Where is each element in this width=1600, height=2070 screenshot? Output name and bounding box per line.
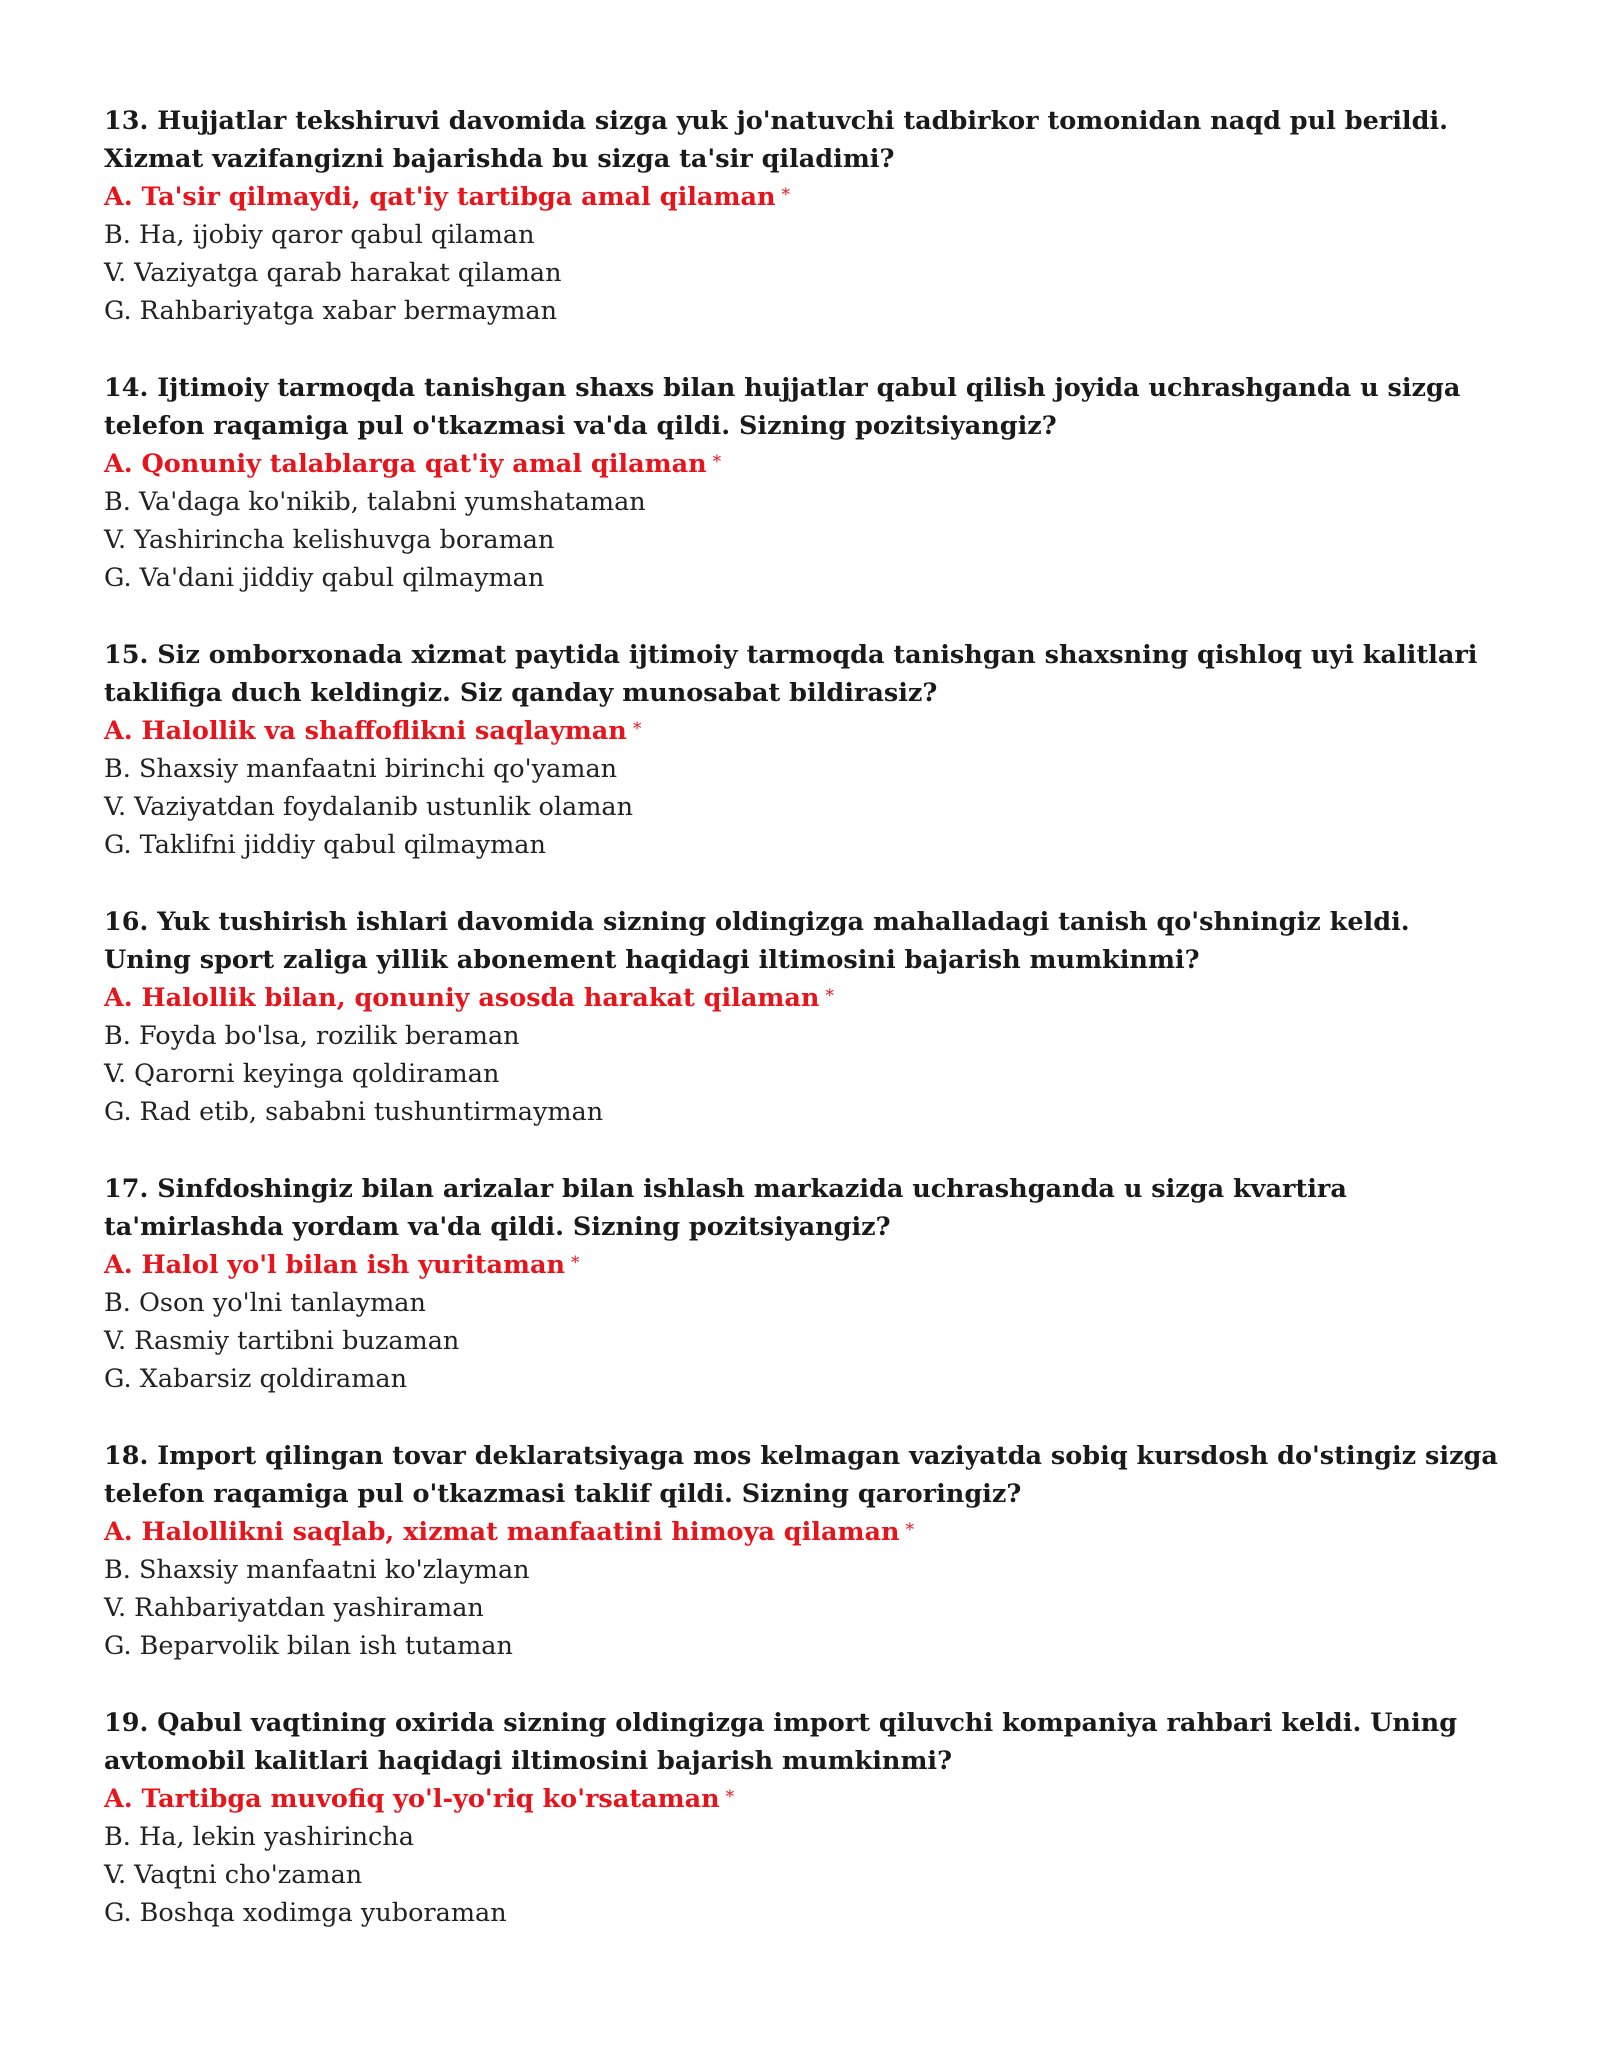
question-14	[104, 369, 1504, 597]
answer-option-g: G. Xabarsiz qoldiraman	[104, 1364, 408, 1394]
correct-marker-icon: *	[781, 185, 791, 205]
quiz-document	[104, 102, 1504, 1971]
answer-label: A. Halollikni saqlab, xizmat manfaatini himoya qilaman	[104, 1517, 900, 1547]
question-13	[104, 102, 1504, 330]
question-16	[104, 903, 1504, 1131]
answer-option-b: B. Ha, lekin yashirincha	[104, 1822, 414, 1852]
question-text: 16. Yuk tushirish ishlari davomida sizning oldingizga mahalladagi tanish qo'shningiz keldi. Uning sport zaliga yillik abonement haqidagi iltimosini bajarish mumkinmi?	[104, 907, 1410, 975]
answer-option-g: G. Beparvolik bilan ish tutaman	[104, 1631, 513, 1661]
answer-option-b: B. Ha, ijobiy qaror qabul qilaman	[104, 220, 535, 250]
answer-option-v: V. Rahbariyatdan yashiraman	[104, 1593, 484, 1623]
correct-marker-icon: *	[712, 452, 722, 472]
correct-answer	[104, 1246, 1504, 1284]
answer-label: A. Tartibga muvofiq yo'l-yo'riq ko'rsataman	[104, 1784, 720, 1814]
correct-answer	[104, 1513, 1504, 1551]
answer-label: A. Halol yo'l bilan ish yuritaman	[104, 1250, 566, 1280]
question-text: 14. Ijtimoiy tarmoqda tanishgan shaxs bilan hujjatlar qabul qilish joyida uchrashganda u sizga telefon raqamiga pul o'tkazmasi va'da qildi. Sizning pozitsiyangiz?	[104, 373, 1461, 441]
correct-marker-icon: *	[632, 719, 642, 739]
answer-option-b: B. Foyda bo'lsa, rozilik beraman	[104, 1021, 520, 1051]
answer-option-v: V. Vaziyatga qarab harakat qilaman	[104, 258, 562, 288]
correct-answer	[104, 445, 1504, 483]
answer-option-b: B. Va'daga ko'nikib, talabni yumshataman	[104, 487, 646, 517]
question-17	[104, 1170, 1504, 1398]
answer-option-v: V. Yashirincha kelishuvga boraman	[104, 525, 555, 555]
question-text: 17. Sinfdoshingiz bilan arizalar bilan ishlash markazida uchrashganda u sizga kvartira ta'mirlashda yordam va'da qildi. Sizning pozitsiyangiz?	[104, 1174, 1347, 1242]
answer-label: A. Halollik va shaffoflikni saqlayman	[104, 716, 627, 746]
correct-marker-icon: *	[825, 986, 834, 1006]
correct-answer	[104, 1780, 1504, 1818]
answer-option-v: V. Vaziyatdan foydalanib ustunlik olaman	[104, 792, 634, 822]
answer-option-g: G. Rad etib, sababni tushuntirmayman	[104, 1097, 604, 1127]
answer-option-g: G. Taklifni jiddiy qabul qilmayman	[104, 830, 546, 860]
correct-marker-icon: *	[905, 1520, 915, 1540]
answer-option-v: V. Qarorni keyinga qoldiraman	[104, 1059, 500, 1089]
answer-option-v: V. Rasmiy tartibni buzaman	[104, 1326, 460, 1356]
question-19	[104, 1704, 1504, 1932]
correct-marker-icon: *	[571, 1253, 580, 1273]
question-text: 13. Hujjatlar tekshiruvi davomida sizga yuk jo'natuvchi tadbirkor tomonidan naqd pul berildi. Xizmat vazifangizni bajarishda bu sizga ta'sir qiladimi?	[104, 106, 1449, 174]
answer-label: A. Halollik bilan, qonuniy asosda harakat qilaman	[104, 983, 820, 1013]
correct-answer	[104, 712, 1504, 750]
answer-option-b: B. Shaxsiy manfaatni birinchi qo'yaman	[104, 754, 618, 784]
correct-answer	[104, 979, 1504, 1017]
answer-option-g: G. Rahbariyatga xabar bermayman	[104, 296, 558, 326]
answer-option-g: G. Va'dani jiddiy qabul qilmayman	[104, 563, 545, 593]
answer-option-b: B. Oson yo'lni tanlayman	[104, 1288, 426, 1318]
answer-option-g: G. Boshqa xodimga yuboraman	[104, 1898, 507, 1928]
answer-label: A. Ta'sir qilmaydi, qat'iy tartibga amal qilaman	[104, 182, 776, 212]
correct-marker-icon: *	[725, 1787, 735, 1807]
question-15	[104, 636, 1504, 864]
question-18	[104, 1437, 1504, 1665]
answer-label: A. Qonuniy talablarga qat'iy amal qilaman	[104, 449, 707, 479]
answer-option-v: V. Vaqtni cho'zaman	[104, 1860, 363, 1890]
question-text: 19. Qabul vaqtining oxirida sizning oldingizga import qiluvchi kompaniya rahbari keldi. Uning avtomobil kalitlari haqidagi iltimosini bajarish mumkinmi?	[104, 1708, 1458, 1776]
question-text: 18. Import qilingan tovar deklaratsiyaga mos kelmagan vaziyatda sobiq kursdosh do'stingiz sizga telefon raqamiga pul o'tkazmasi taklif qildi. Sizning qaroringiz?	[104, 1441, 1498, 1509]
answer-option-b: B. Shaxsiy manfaatni ko'zlayman	[104, 1555, 530, 1585]
correct-answer	[104, 178, 1504, 216]
question-text: 15. Siz omborxonada xizmat paytida ijtimoiy tarmoqda tanishgan shaxsning qishloq uyi kalitlari taklifiga duch keldingiz. Siz qanday munosabat bildirasiz?	[104, 640, 1478, 708]
